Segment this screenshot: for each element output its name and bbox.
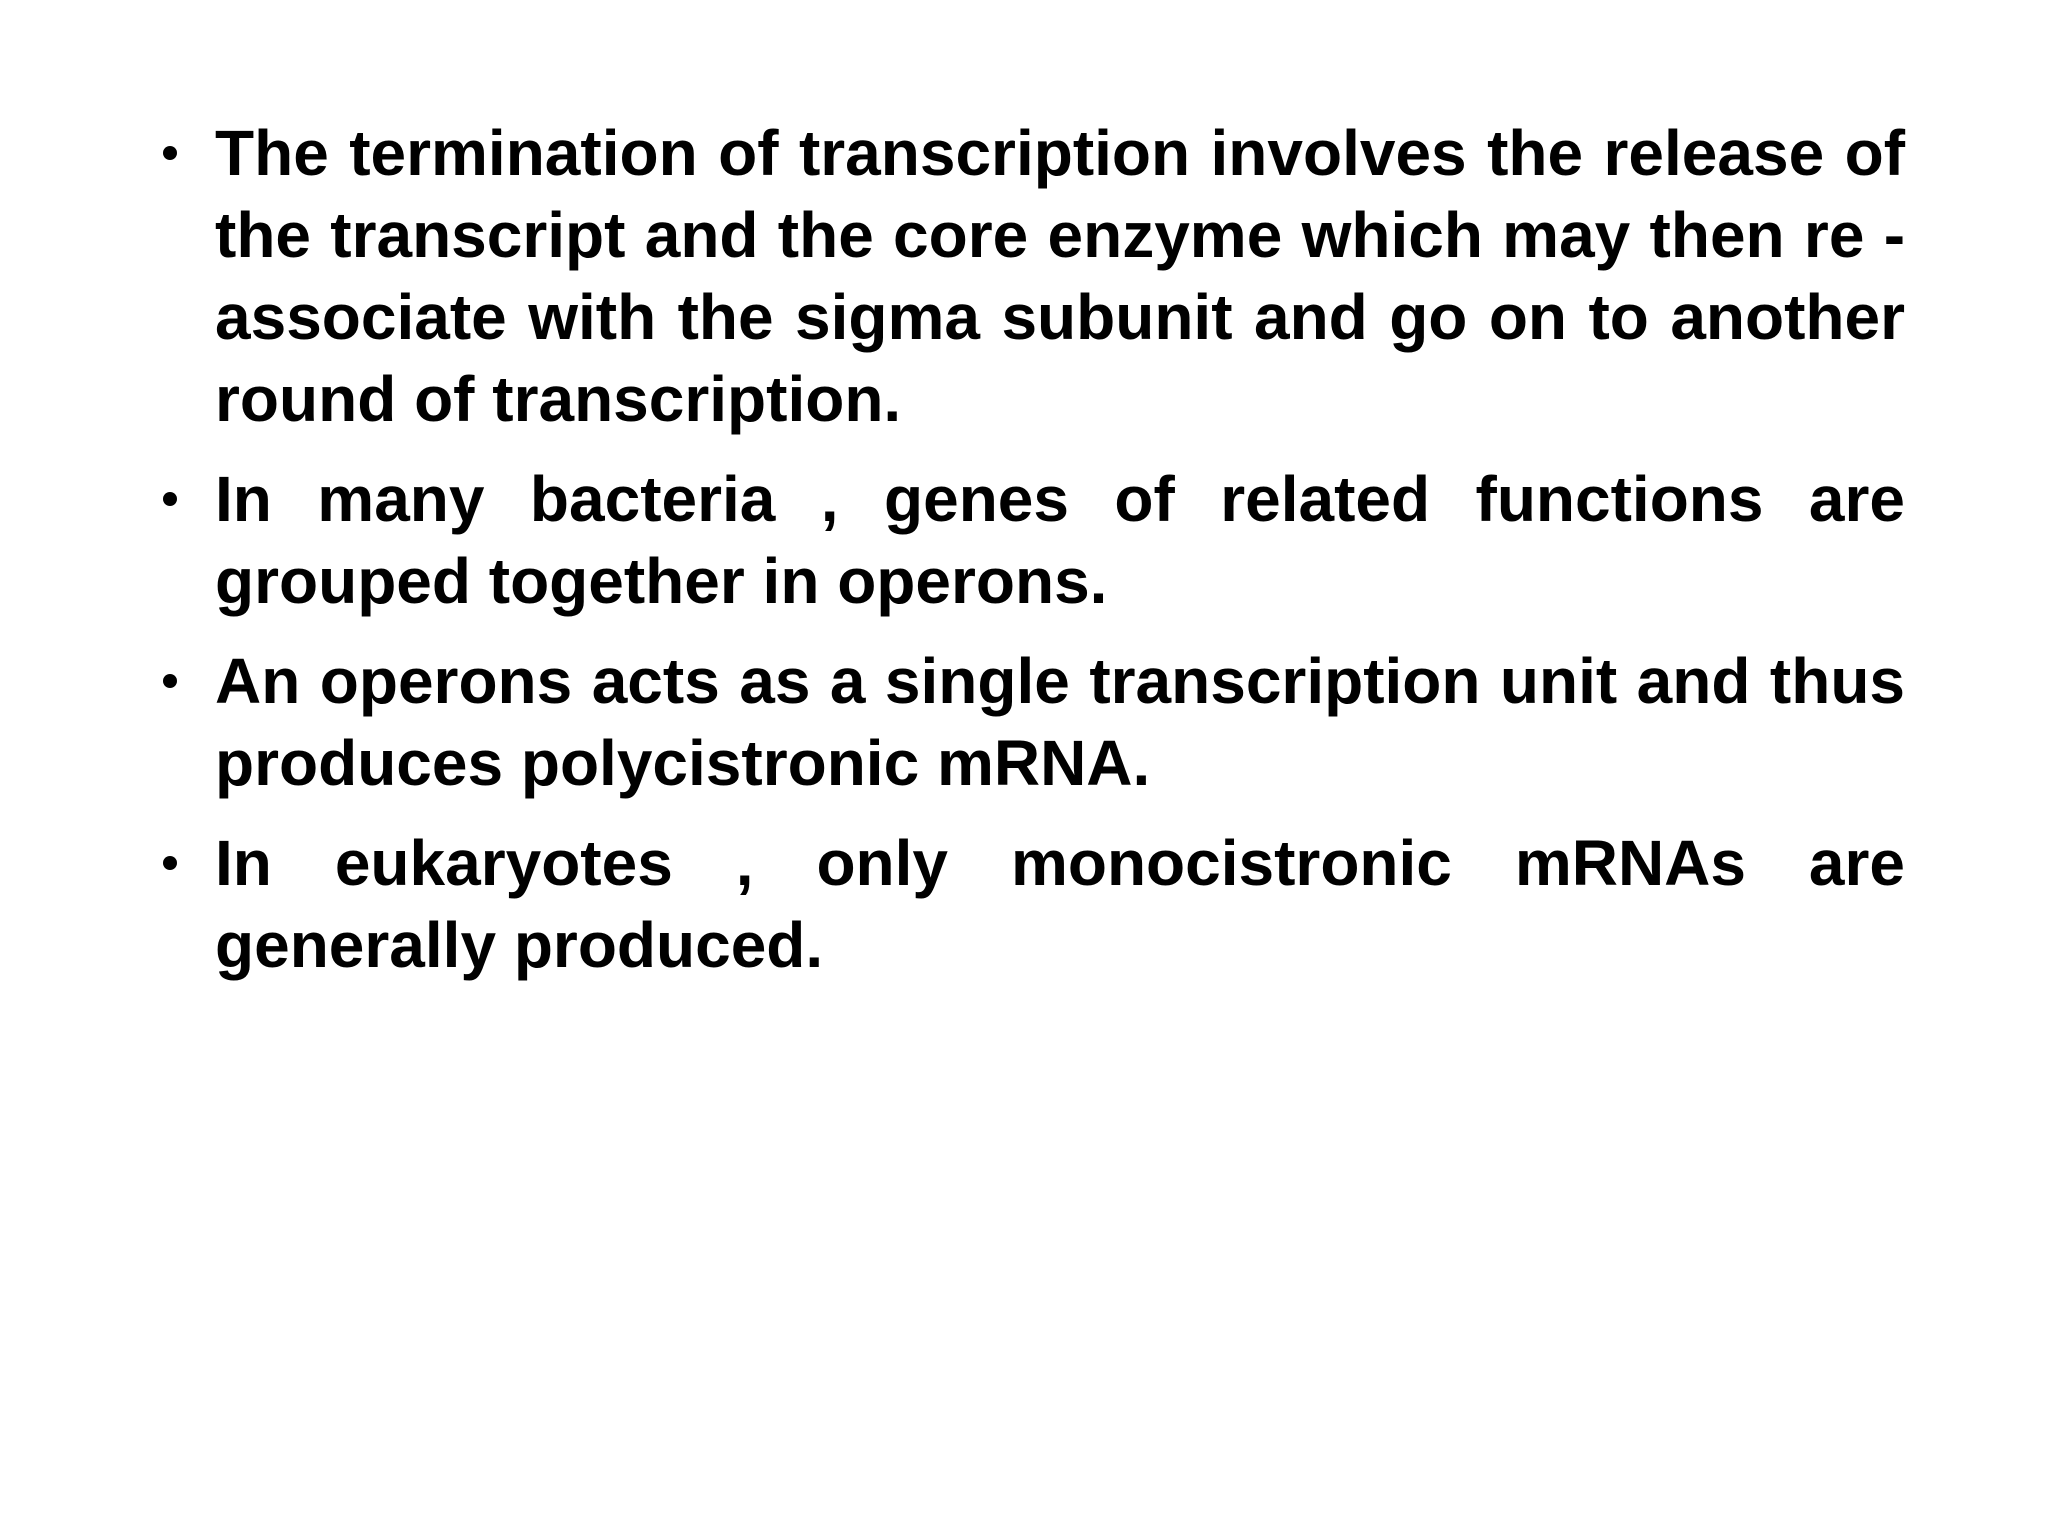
bullet-list: [155, 112, 1905, 1004]
bullet-item: [155, 640, 1905, 804]
bullet-item: [155, 822, 1905, 986]
bullet-item: [155, 112, 1905, 440]
bullet-dot-icon: [163, 856, 177, 870]
bullet-text: An operons acts as a single transcription unit and thus produces polycistronic mRNA.: [215, 645, 1905, 799]
bullet-text: In eukaryotes , only monocistronic mRNAs are generally produced.: [215, 827, 1905, 981]
bullet-dot-icon: [163, 674, 177, 688]
bullet-text: In many bacteria , genes of related functions are grouped together in operons.: [215, 463, 1905, 617]
bullet-dot-icon: [163, 146, 177, 160]
bullet-dot-icon: [163, 492, 177, 506]
bullet-item: [155, 458, 1905, 622]
bullet-text: The termination of transcription involves the release of the transcript and the core enzyme which may then re - associate with the sigma subunit and go on to another round of transcription.: [215, 117, 1905, 435]
